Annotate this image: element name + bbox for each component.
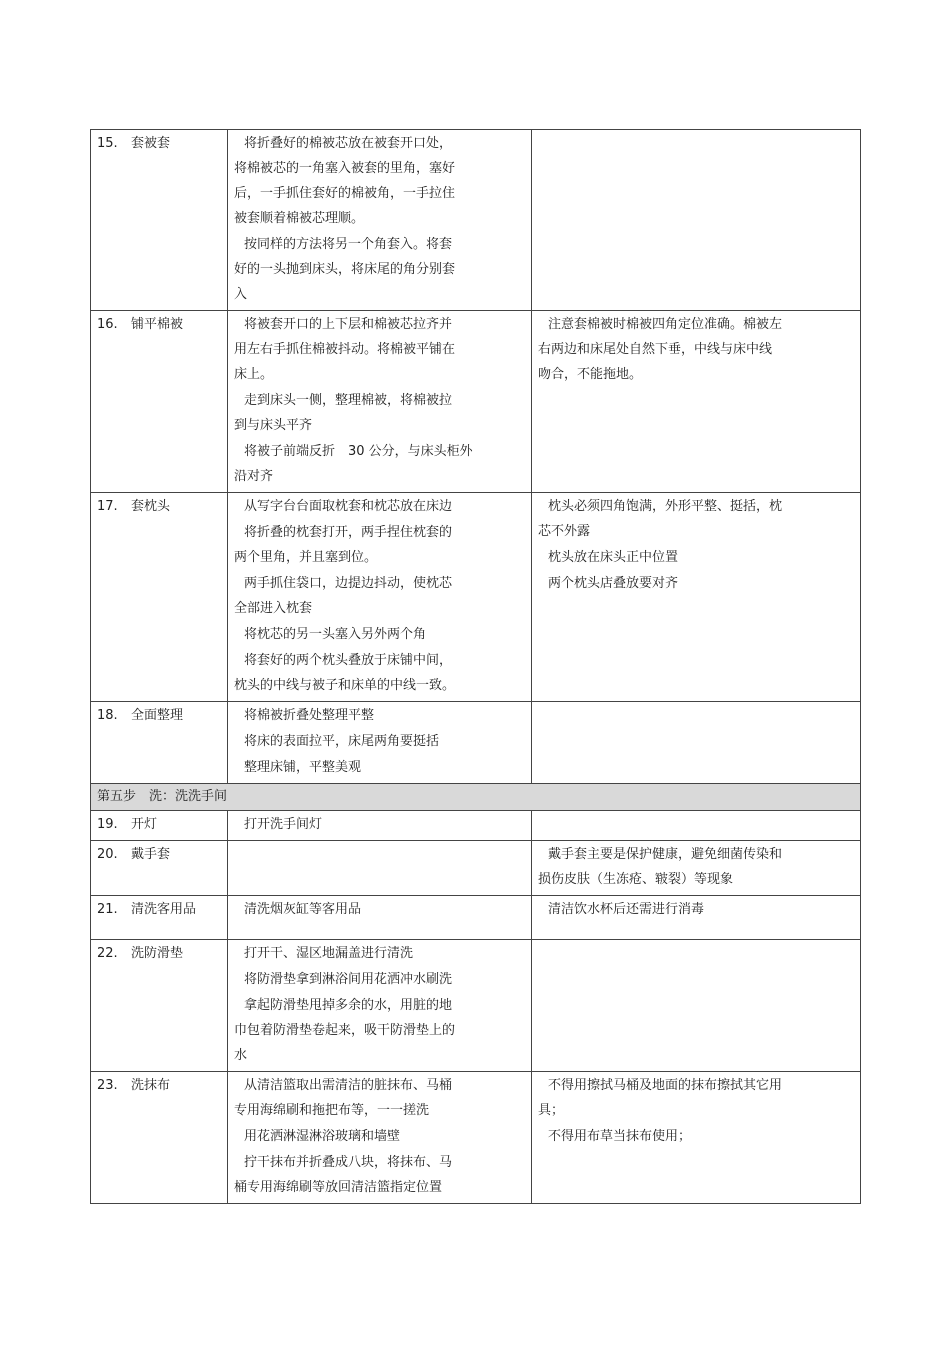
notes-cell [532, 841, 861, 896]
notes-cell [532, 896, 861, 940]
note-line: 芯不外露 [538, 524, 591, 539]
procedure-paragraph [234, 1124, 525, 1149]
procedure-line: 从清洁篮取出需清洁的脏抹布、马桶 [244, 1078, 453, 1093]
procedure-cell [228, 811, 532, 841]
step-name: 清洗客用品 [131, 902, 197, 917]
step-name-line [97, 897, 221, 922]
step-name: 套枕头 [131, 499, 171, 514]
procedure-line: 将套好的两个枕头叠放于床铺中间， [244, 653, 453, 668]
note-line: 两个枕头店叠放要对齐 [548, 576, 679, 591]
note-line: 右两边和床尾处自然下垂，中线与床中线 [538, 342, 773, 357]
note-paragraph [538, 1124, 854, 1149]
procedure-line: 拧干抹布并折叠成八块，将抹布、马 [244, 1155, 453, 1170]
note-line: 具； [538, 1103, 565, 1118]
procedure-line: 将折叠的枕套打开，两手捏住枕套的 [244, 525, 453, 540]
step-name-cell [91, 311, 228, 493]
table-section [91, 784, 861, 811]
procedure-line: 桶专用海绵刷等放回清洁篮指定位置 [234, 1180, 443, 1195]
procedure-line: 全部进入枕套 [234, 601, 313, 616]
procedure-paragraph [234, 941, 525, 966]
step-number: 18. [97, 708, 118, 723]
procedure-paragraph [234, 232, 525, 307]
notes-cell [532, 130, 861, 311]
procedure-paragraph [234, 648, 525, 698]
step-name: 全面整理 [131, 708, 184, 723]
table-row [91, 1072, 861, 1204]
procedure-line: 将枕芯的另一头塞入另外两个角 [244, 627, 427, 642]
procedure-line: 后，一手抓住套好的棉被角，一手拉住 [234, 186, 456, 201]
notes-cell [532, 811, 861, 841]
procedure-line: 将棉被芯的一角塞入被套的里角，塞好 [234, 161, 456, 176]
step-name-line [97, 312, 221, 337]
procedure-line: 两手抓住袋口，边提边抖动，使枕芯 [244, 576, 453, 591]
note-line: 枕头放在床头正中位置 [548, 550, 679, 565]
note-line: 吻合，不能拖地。 [538, 367, 643, 382]
procedure-paragraph [234, 1150, 525, 1200]
section-header-row [91, 784, 861, 811]
notes-cell [532, 940, 861, 1072]
procedure-line: 枕头的中线与被子和床单的中线一致。 [234, 678, 456, 693]
procedure-line: 清洗烟灰缸等客用品 [244, 902, 362, 917]
procedure-cell [228, 702, 532, 784]
procedure-line: 被套顺着棉被芯理顺。 [234, 211, 365, 226]
procedure-line: 专用海绵刷和拖把布等，一一搓洗 [234, 1103, 430, 1118]
procedure-paragraph [234, 312, 525, 387]
notes-cell [532, 493, 861, 702]
step-name-cell [91, 1072, 228, 1204]
note-paragraph [538, 494, 854, 544]
procedure-cell [228, 311, 532, 493]
procedure-line: 好的一头抛到床头，将床尾的角分别套 [234, 262, 456, 277]
procedure-line: 用花洒淋湿淋浴玻璃和墙壁 [244, 1129, 401, 1144]
note-line: 戴手套主要是保护健康，避免细菌传染和 [548, 847, 783, 862]
procedure-line: 打开洗手间灯 [244, 817, 323, 832]
procedure-paragraph [234, 131, 525, 231]
note-line: 枕头必须四角饱满，外形平整、挺括，枕 [548, 499, 783, 514]
procedure-line: 到与床头平齐 [234, 418, 313, 433]
procedure-paragraph [234, 812, 525, 837]
note-line: 清洁饮水杯后还需进行消毒 [548, 902, 705, 917]
procedure-line: 走到床头一侧，整理棉被，将棉被拉 [244, 393, 453, 408]
procedure-line: 拿起防滑垫甩掉多余的水，用脏的地 [244, 998, 453, 1013]
procedure-cell [228, 896, 532, 940]
procedure-paragraph [234, 967, 525, 992]
procedure-line: 沿对齐 [234, 469, 274, 484]
step-name-cell [91, 130, 228, 311]
notes-cell [532, 1072, 861, 1204]
procedure-line: 水 [234, 1048, 248, 1063]
procedure-paragraph [234, 439, 525, 489]
notes-cell [532, 702, 861, 784]
step-name-line [97, 1073, 221, 1098]
step-name-line [97, 131, 221, 156]
procedure-paragraph [234, 729, 525, 754]
step-number: 15. [97, 136, 118, 151]
procedure-line: 床上。 [234, 367, 274, 382]
step-name: 洗防滑垫 [131, 946, 184, 961]
procedure-line: 将棉被折叠处整理平整 [244, 708, 375, 723]
procedure-paragraph [234, 520, 525, 570]
procedure-line: 将被套开口的上下层和棉被芯拉齐并 [244, 317, 453, 332]
note-line: 损伤皮肤（生冻疮、皲裂）等现象 [538, 872, 734, 887]
note-line: 不得用布草当抹布使用； [548, 1129, 692, 1144]
procedure-line: 两个里角，并且塞到位。 [234, 550, 378, 565]
procedure-cell [228, 940, 532, 1072]
step-number: 23. [97, 1078, 118, 1093]
table-row [91, 896, 861, 940]
procedure-line: 按同样的方法将另一个角套入。将套 [244, 237, 453, 252]
step-number: 16. [97, 317, 118, 332]
note-line: 注意套棉被时棉被四角定位准确。棉被左 [548, 317, 783, 332]
procedure-line: 入 [234, 287, 248, 302]
procedure-paragraph [234, 897, 525, 922]
procedure-table [90, 129, 861, 1204]
table-row [91, 493, 861, 702]
step-number: 19. [97, 817, 118, 832]
procedure-cell [228, 493, 532, 702]
procedure-paragraph [234, 703, 525, 728]
step-name: 铺平棉被 [131, 317, 184, 332]
step-name: 戴手套 [131, 847, 171, 862]
section-title: 第五步 洗：洗洗手间 [91, 784, 861, 811]
step-name-cell [91, 896, 228, 940]
procedure-line: 将被子前端反折 30 公分，与床头柜外 [244, 444, 473, 459]
notes-cell [532, 311, 861, 493]
step-name-line [97, 494, 221, 519]
step-name: 开灯 [131, 817, 158, 832]
step-name-cell [91, 702, 228, 784]
step-number: 17. [97, 499, 118, 514]
note-paragraph [538, 545, 854, 570]
step-name-line [97, 703, 221, 728]
step-number: 20. [97, 847, 118, 862]
step-name-cell [91, 493, 228, 702]
table-row [91, 841, 861, 896]
procedure-paragraph [234, 388, 525, 438]
procedure-paragraph [234, 993, 525, 1068]
table-body-part-2 [91, 811, 861, 1204]
table-row [91, 811, 861, 841]
procedure-paragraph [234, 494, 525, 519]
step-name-cell [91, 940, 228, 1072]
procedure-paragraph [234, 571, 525, 621]
note-line: 不得用擦拭马桶及地面的抹布擦拭其它用 [548, 1078, 783, 1093]
procedure-cell [228, 1072, 532, 1204]
note-paragraph [538, 897, 854, 922]
table-body-part-1 [91, 130, 861, 784]
step-name: 套被套 [131, 136, 171, 151]
procedure-paragraph [234, 622, 525, 647]
procedure-cell [228, 130, 532, 311]
step-name-line [97, 812, 221, 837]
note-paragraph [538, 571, 854, 596]
procedure-line: 将防滑垫拿到淋浴间用花洒冲水刷洗 [244, 972, 453, 987]
procedure-line: 将折叠好的棉被芯放在被套开口处， [244, 136, 453, 151]
procedure-line: 巾包着防滑垫卷起来，吸干防滑垫上的 [234, 1023, 456, 1038]
table-row [91, 130, 861, 311]
table-row [91, 702, 861, 784]
step-name-line [97, 842, 221, 867]
step-name-cell [91, 811, 228, 841]
step-number: 21. [97, 902, 118, 917]
note-paragraph [538, 1073, 854, 1123]
table-row [91, 940, 861, 1072]
procedure-line: 将床的表面拉平，床尾两角要挺括 [244, 734, 440, 749]
procedure-line: 整理床铺，平整美观 [244, 760, 362, 775]
procedure-line: 用左右手抓住棉被抖动。将棉被平铺在 [234, 342, 456, 357]
procedure-paragraph [234, 755, 525, 780]
procedure-paragraph [234, 1073, 525, 1123]
note-paragraph [538, 842, 854, 892]
procedure-line: 打开干、湿区地漏盖进行清洗 [244, 946, 414, 961]
procedure-cell [228, 841, 532, 896]
note-paragraph [538, 312, 854, 387]
step-name-line [97, 941, 221, 966]
step-name-cell [91, 841, 228, 896]
step-name: 洗抹布 [131, 1078, 171, 1093]
step-number: 22. [97, 946, 118, 961]
table-row [91, 311, 861, 493]
procedure-line: 从写字台台面取枕套和枕芯放在床边 [244, 499, 453, 514]
